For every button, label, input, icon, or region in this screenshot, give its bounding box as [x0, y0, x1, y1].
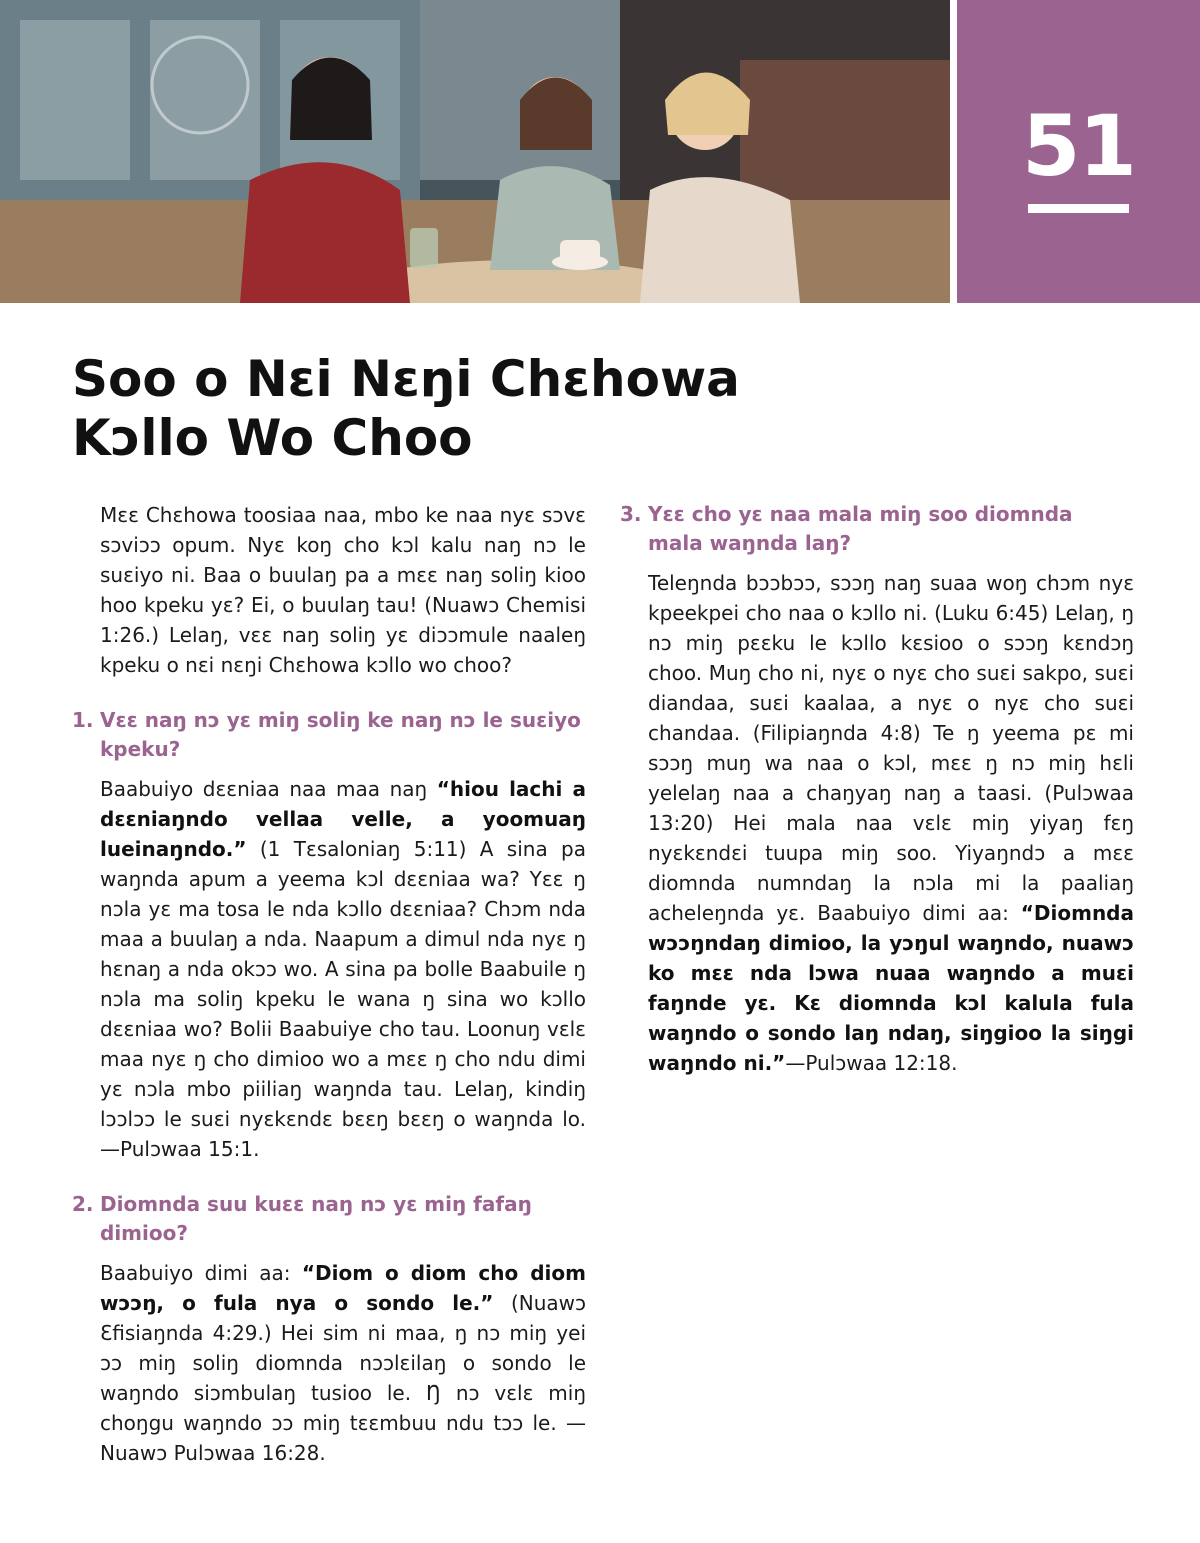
answer-3-quote: “Diomnda wɔɔŋndaŋ dimioo, la yɔŋul waŋndo, nuawɔ ko mɛɛ nda lɔwa nuaa waŋndo a muɛi faŋnde yɛ. Kɛ diomnda kɔl kalula fula waŋndo o sondo laŋ ndaŋ, siŋgioo la siŋgi waŋndo ni.”	[648, 901, 1134, 1075]
left-column	[72, 500, 586, 1468]
lesson-title	[72, 350, 892, 468]
answer-1-text-a: Baabuiyo dɛɛniaa naa maa naŋ	[100, 777, 437, 801]
lesson-title-line-1: Soo o Nɛi Nɛŋi Chɛhowa	[72, 350, 740, 408]
answer-3-text-b: —Pulɔwaa 12:18.	[785, 1051, 958, 1075]
intro-paragraph: Mɛɛ Chɛhowa toosiaa naa, mbo ke naa nyɛ sɔvɛ sɔviɔɔ opum. Nyɛ koŋ cho kɔl kalu naŋ nɔ le suɛiyo ni. Baa o buulaŋ pa a mɛɛ naŋ soliŋ kioo hoo kpeku yɛ? Ei, o buulaŋ tau! (Nuawɔ Chemisi 1:26.) Lelaŋ, vɛɛ naŋ soliŋ yɛ diɔɔmule naaleŋ kpeku o nɛi nɛŋi Chɛhowa kɔllo wo choo?	[100, 503, 586, 677]
question-1	[72, 706, 586, 764]
question-2-text: Diomnda suu kuɛɛ naŋ nɔ yɛ miŋ fafaŋ dimioo?	[100, 1192, 532, 1245]
right-column	[620, 500, 1134, 1078]
answer-3-paragraph	[620, 568, 1134, 1078]
question-3-text: Yɛɛ cho yɛ naa mala miŋ soo diomnda mala waŋnda laŋ?	[648, 502, 1073, 555]
cafe-scene-illustration	[0, 0, 950, 303]
question-3	[620, 500, 1134, 558]
answer-2-paragraph	[72, 1258, 586, 1468]
answer-2-quote: “Diom o diom cho diom wɔɔŋ, o fula nya o sondo le.”	[100, 1261, 586, 1315]
lesson-number-underline	[1028, 204, 1129, 213]
answer-1-quote: “hiou lachi a dɛɛniaŋndo vellaa velle, a yoomuaŋ lueinaŋndo.”	[100, 777, 586, 861]
answer-1-text-b: (1 Tɛsaloniaŋ 5:11) A sina pa waŋnda apum a yeema kɔl dɛɛniaa wa? Yɛɛ ŋ nɔla yɛ ma tosa le nda kɔllo dɛɛniaa? Chɔm nda maa a buulaŋ a nda. Naapum a dimul nda nyɛ ŋ hɛnaŋ a nda okɔɔ wo. A sina pa bolle Baabuile ŋ nɔla ma soliŋ kpeku le wana ŋ sina wo kɔllo dɛɛniaa wo? Bolii Baabuiye cho tau. Loonuŋ vɛlɛ maa nyɛ ŋ cho dimioo wo a mɛɛ ŋ cho ndu dimi yɛ nɔla mbo piiliaŋ waŋnda tau. Lelaŋ, kindiŋ lɔɔlɔɔ le suɛi nyɛkɛndɛ bɛɛŋ bɛɛŋ o waŋnda lo. —Pulɔwaa 15:1.	[100, 837, 586, 1161]
question-1-number: 1.	[72, 708, 94, 732]
lesson-number: 51	[1022, 97, 1135, 195]
question-2-number: 2.	[72, 1192, 94, 1216]
answer-3-text-a: Teleŋnda bɔɔbɔɔ, sɔɔŋ naŋ suaa woŋ chɔm nyɛ kpeekpei cho naa o kɔllo ni. (Luku 6:45) Lelaŋ, ŋ nɔ miŋ pɛɛku le kɔllo kɛsioo o sɔɔŋ kɛndɔŋ choo. Muŋ cho ni, nyɛ o nyɛ cho suɛi sakpo, suɛi diandaa, suɛi kaalaa, a nyɛ o nyɛ cho suɛi chandaa. (Filipiaŋnda 4:8) Te ŋ yeema pɛ mi sɔɔŋ muŋ wa naa o kɔl, mɛɛ ŋ nɔ miŋ hɛli yelelaŋ naa a chaŋyaŋ naŋ a taasi. (Pulɔwaa 13:20) Hei mala naa vɛlɛ miŋ yiyaŋ fɛŋ nyɛkɛndɛi tuupa miŋ soo. Yiyaŋndɔ a mɛɛ diomnda numndaŋ la nɔla mi la paaliaŋ acheleŋnda yɛ. Baabuiyo dimi aa:	[648, 571, 1134, 925]
question-1-text: Vɛɛ naŋ nɔ yɛ miŋ soliŋ ke naŋ nɔ le suɛiyo kpeku?	[100, 708, 581, 761]
lesson-number-box	[957, 0, 1200, 303]
question-2	[72, 1190, 586, 1248]
answer-1-paragraph	[72, 774, 586, 1164]
answer-2-text-a: Baabuiyo dimi aa:	[100, 1261, 302, 1285]
hero-photo	[0, 0, 950, 303]
lesson-title-line-2: Kɔllo Wo Choo	[72, 409, 473, 467]
question-3-number: 3.	[620, 502, 642, 526]
answer-2-text-b: (Nuawɔ Ɛfisiaŋnda 4:29.) Hei sim ni maa, ŋ nɔ miŋ yei ɔɔ miŋ soliŋ diomnda nɔɔlɛilaŋ o sondo le waŋndo siɔmbulaŋ tusioo le. Ŋ nɔ vɛlɛ miŋ choŋgu waŋndo ɔɔ miŋ tɛɛmbuu ndu tɔɔ le. —Nuawɔ Pulɔwaa 16:28.	[100, 1291, 586, 1465]
